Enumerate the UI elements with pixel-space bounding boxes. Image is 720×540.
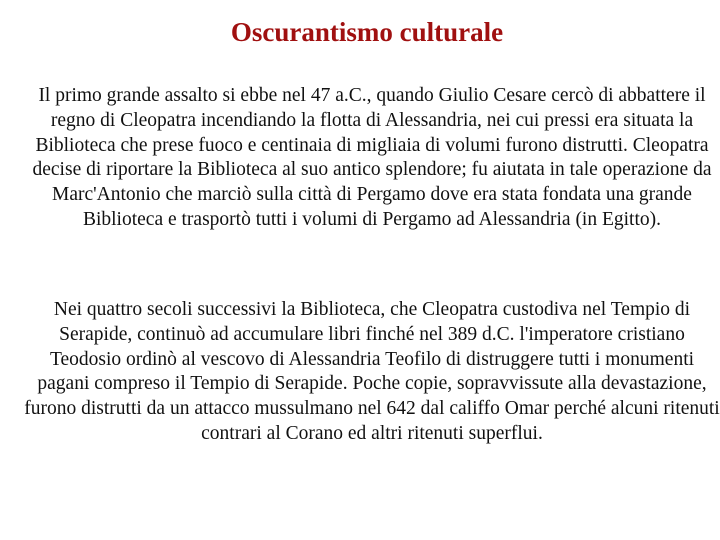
paragraph-caesar-fire: Il primo grande assalto si ebbe nel 47 a.C., quando Giulio Cesare cercò di abbattere il regno di Cleopatra incendiando la flotta di Alessandria, nei cui pressi era situata la Biblioteca che prese fuoco e centinaia di migliaia di volumi furono distrutti. Cleopatra decise di riportare la Biblioteca al suo antico splendore; fu aiutata in tale operazione da Marc'Antonio che marciò sulla città di Pergamo dove era stata fondata una grande Biblioteca e trasportò tutti i volumi di Pergamo ad Alessandria (in Egitto). (32, 85, 712, 230)
slide-title: Oscurantismo culturale (230, 17, 504, 47)
paragraph-theodosius-omar: Nei quattro secoli successivi la Biblioteca, che Cleopatra custodiva nel Tempio di Serapide, continuò ad accumulare libri finché nel 389 d.C. l'imperatore cristiano Teodosio ordinò al vescovo di Alessandria Teofilo di distruggere tutti i monumenti pagani compreso il Tempio di Serapide. Poche copie, sopravvissute alla devastazione, furono distrutti da un attacco mussulmano nel 642 dal califfo Omar perché alcuni ritenuti contrari al Corano ed altri ritenuti superflui. (24, 299, 720, 444)
